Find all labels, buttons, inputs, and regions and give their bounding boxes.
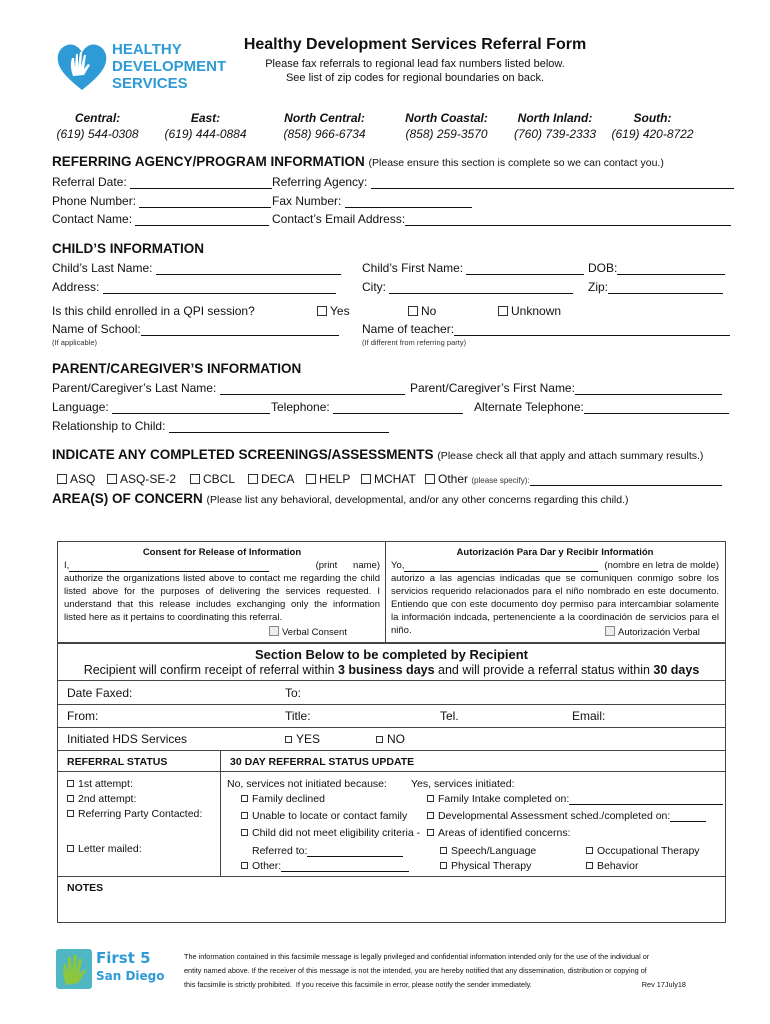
divider: [220, 771, 725, 772]
fax-number-label: Fax Number:: [272, 194, 342, 208]
referral-date-line[interactable]: [130, 177, 272, 189]
checkbox-icon[interactable]: [57, 474, 67, 484]
subtitle-line2: See list of zip codes for regional boundaries on back.: [285, 72, 545, 84]
behavior-label: Behavior: [597, 860, 639, 872]
divider: [58, 704, 725, 705]
disclaimer-line3-row: [184, 978, 712, 992]
telephone-label: Telephone:: [271, 400, 330, 414]
screening-asq[interactable]: [57, 472, 95, 486]
divider: [58, 876, 725, 877]
referral-status-heading: REFERRAL STATUS: [67, 756, 168, 768]
dev-assessment-label: Developmental Assessment sched./completed on:: [438, 810, 671, 822]
checkbox-icon[interactable]: [440, 862, 447, 869]
screening-cbcl[interactable]: [190, 472, 235, 486]
phone-number-field[interactable]: [52, 194, 271, 208]
zip-line[interactable]: [608, 282, 723, 294]
language-field[interactable]: [52, 400, 270, 414]
divider: [58, 771, 220, 772]
initiated-yes-heading: Yes, services initiated:: [411, 778, 515, 790]
heart-hand-icon: [56, 42, 108, 92]
school-name-field[interactable]: [52, 322, 339, 336]
screening-label: CBCL: [203, 472, 236, 486]
logo-line3: SERVICES: [112, 75, 188, 92]
to-label: To:: [285, 686, 302, 700]
qpi-yes-option[interactable]: [317, 304, 350, 318]
letter-mailed-option[interactable]: [67, 843, 142, 855]
referral-date-field[interactable]: [52, 175, 272, 189]
checkbox-icon[interactable]: [67, 845, 74, 852]
divider: [58, 750, 725, 751]
consent-en-i-label: I,: [64, 560, 70, 571]
recipient-sub-a: Recipient will confirm receipt of referral within: [83, 663, 338, 677]
checkbox-icon[interactable]: [361, 474, 371, 484]
alt-telephone-line[interactable]: [584, 402, 729, 414]
checkbox-icon[interactable]: [269, 626, 279, 636]
behavior-option[interactable]: [586, 860, 638, 872]
areas-option[interactable]: [427, 827, 571, 839]
teacher-note: (If different from referring party): [362, 338, 467, 347]
region-name: North Inland:: [517, 111, 593, 125]
screening-deca[interactable]: [248, 472, 294, 486]
recipient-sub-d: 30 days: [653, 663, 700, 677]
areas-label: Areas of identified concerns:: [438, 827, 571, 839]
consent-es-yo-label: Yo,: [391, 560, 405, 571]
child-heading: CHILD’S INFORMATION: [52, 241, 204, 256]
other-label: Other:: [252, 860, 282, 872]
relationship-field[interactable]: [52, 419, 389, 433]
checkbox-icon[interactable]: [440, 847, 447, 854]
divider: [58, 727, 725, 728]
child-address-label: Address:: [52, 280, 100, 294]
qpi-no-option[interactable]: [408, 304, 436, 318]
language-line[interactable]: [112, 402, 270, 414]
referred-to-field[interactable]: [252, 845, 403, 857]
email-label: Email:: [572, 709, 606, 723]
form-title: Healthy Development Services Referral Form: [243, 36, 587, 53]
first5-logo: [56, 945, 166, 993]
region-phone: (619) 544-0308: [56, 127, 139, 141]
region-south: [605, 110, 700, 142]
verbal-autorizacion-option[interactable]: [605, 626, 700, 639]
screenings-heading: [52, 447, 703, 462]
column-divider: [220, 750, 221, 876]
other-specify-note: (please specify):: [471, 476, 530, 485]
speech-option[interactable]: [440, 845, 536, 857]
checkbox-icon[interactable]: [107, 474, 117, 484]
dev-assessment-option[interactable]: [427, 810, 706, 822]
contact-email-label: Contact’s Email Address:: [272, 212, 406, 226]
initiated-hds-label: Initiated HDS Services: [67, 732, 188, 746]
screening-help[interactable]: [306, 472, 350, 486]
disclaimer: [184, 950, 712, 992]
screenings-note: (Please check all that apply and attach summary results.): [437, 450, 704, 462]
child-address-field[interactable]: [52, 280, 336, 294]
region-phone: (619) 420-8722: [611, 127, 694, 141]
tel-label: Tel.: [440, 709, 459, 723]
relationship-line[interactable]: [169, 421, 389, 433]
attempt1-label: 1st attempt:: [78, 778, 133, 790]
parent-last-name-label: Parent/Caregiver’s Last Name:: [52, 381, 217, 395]
dev-assessment-line[interactable]: [670, 812, 706, 822]
recipient-subheading: [58, 663, 725, 677]
checkbox-icon[interactable]: [427, 812, 434, 819]
teacher-name-label: Name of teacher:: [362, 322, 455, 336]
teacher-name-line[interactable]: [454, 324, 730, 336]
checkbox-icon[interactable]: [408, 306, 418, 316]
concern-heading: [52, 491, 629, 506]
child-city-label: City:: [362, 280, 386, 294]
initiated-no-label: NO: [387, 732, 405, 746]
disclaimer-line1: The information contained in this facsimile message is legally privileged and confidential information intended only for the use of the individual or: [184, 952, 650, 961]
consent-en-print-name: (print name): [315, 560, 380, 571]
verbal-autorizacion-label: Autorización Verbal: [618, 627, 700, 638]
region-name: North Coastal:: [405, 111, 488, 125]
dob-label: DOB:: [588, 261, 618, 275]
child-city-line[interactable]: [389, 282, 573, 294]
status-update-heading: 30 DAY REFERRAL STATUS UPDATE: [230, 756, 415, 768]
party-contacted-label: Referring Party Contacted:: [78, 808, 203, 820]
consent-divider: [385, 542, 386, 642]
region-east: [158, 110, 253, 142]
physical-option[interactable]: [440, 860, 531, 872]
checkbox-icon[interactable]: [605, 626, 615, 636]
screening-label: Other: [438, 472, 469, 486]
verbal-consent-option[interactable]: [269, 626, 347, 639]
phone-number-line[interactable]: [139, 196, 271, 208]
consent-spanish: [391, 546, 719, 637]
family-declined-option[interactable]: [241, 793, 325, 805]
parent-last-name-line[interactable]: [220, 383, 405, 395]
consent-es-name-row: [391, 559, 719, 572]
contact-email-field[interactable]: [272, 212, 731, 226]
school-name-label: Name of School:: [52, 322, 141, 336]
date-faxed-label: Date Faxed:: [67, 686, 133, 700]
checkbox-icon[interactable]: [248, 474, 258, 484]
referred-to-label: Referred to:: [252, 845, 308, 857]
initiated-no-option[interactable]: [376, 732, 405, 746]
consent-es-yo: [391, 559, 598, 572]
checkbox-icon[interactable]: [376, 736, 383, 743]
telephone-line[interactable]: [333, 402, 463, 414]
attempt2-option[interactable]: [67, 793, 136, 805]
intake-option[interactable]: [427, 793, 723, 805]
checkbox-icon[interactable]: [317, 306, 327, 316]
consent-es-print-name: (nombre en letra de molde): [604, 560, 719, 571]
checkbox-icon[interactable]: [241, 862, 248, 869]
screening-asq-se-2[interactable]: [107, 472, 176, 486]
recipient-sub-b: 3 business days: [337, 663, 435, 677]
other-line[interactable]: [281, 862, 409, 872]
physical-label: Physical Therapy: [451, 860, 532, 872]
consent-en-i: [64, 559, 269, 572]
screening-label: ASQ: [70, 472, 96, 486]
phone-number-label: Phone Number:: [52, 194, 137, 208]
family-declined-label: Family declined: [252, 793, 325, 805]
region-phone: (858) 966-6734: [283, 127, 366, 141]
checkbox-icon[interactable]: [306, 474, 316, 484]
checkbox-icon[interactable]: [241, 812, 248, 819]
consent-es-name-line[interactable]: [404, 562, 598, 572]
qpi-yes-label: Yes: [330, 304, 350, 318]
region-north-inland: [505, 110, 605, 142]
school-note: (If applicable): [52, 338, 98, 347]
occupational-label: Occupational Therapy: [597, 845, 700, 857]
zip-label: Zip:: [588, 280, 609, 294]
initiated-yes-label: YES: [296, 732, 321, 746]
telephone-field[interactable]: [271, 400, 463, 414]
contact-name-line[interactable]: [135, 214, 269, 226]
checkbox-icon[interactable]: [67, 780, 74, 787]
party-contacted-option[interactable]: [67, 808, 202, 820]
region-phone: (760) 739-2333: [513, 127, 597, 141]
disclaimer-line3: this facsimile is strictly prohibited. If you receive this facsimile in error, please notify the sender immediately.: [184, 980, 532, 989]
referring-agency-label: Referring Agency:: [272, 175, 368, 189]
not-eligible-option[interactable]: [241, 827, 420, 839]
first5-line2: San Diego: [96, 969, 165, 983]
referred-to-line[interactable]: [307, 847, 403, 857]
checkbox-icon[interactable]: [427, 795, 434, 802]
screening-mchat[interactable]: [361, 472, 416, 486]
region-phone: (619) 444-0884: [164, 127, 247, 141]
dob-field[interactable]: [588, 261, 725, 275]
from-label: From:: [67, 709, 99, 723]
attempt1-option[interactable]: [67, 778, 133, 790]
other-field[interactable]: [241, 860, 409, 872]
checkbox-icon[interactable]: [241, 829, 248, 836]
initiated-yes-option[interactable]: [285, 732, 320, 746]
checkbox-icon[interactable]: [586, 862, 593, 869]
form-subtitle: [240, 57, 590, 85]
region-name: North Central:: [284, 111, 365, 125]
language-label: Language:: [52, 400, 109, 414]
teacher-name-field[interactable]: [362, 322, 730, 336]
not-eligible-label: Child did not meet eligibility criteria -: [252, 827, 421, 839]
verbal-consent-label: Verbal Consent: [282, 627, 347, 638]
child-last-name-line[interactable]: [156, 263, 341, 275]
parent-first-name-label: Parent/Caregiver’s First Name:: [410, 381, 575, 395]
region-central: [50, 110, 145, 142]
child-first-name-line[interactable]: [466, 263, 584, 275]
alt-telephone-label: Alternate Telephone:: [474, 400, 584, 414]
consent-es-body: autorizo a las agencias indicadas que se comuniquen conmigo sobre los servicios requerido relacionados para el niño nombrado en este documento. Entiendo que con este documento doy permiso para intercambiar solamente la información indcada, pertenenciente a la coordinación de servicios para el niño.: [391, 573, 719, 636]
consent-en-name-row: [64, 559, 380, 572]
agency-heading-text: REFERRING AGENCY/PROGRAM INFORMATION: [52, 154, 365, 169]
referring-agency-line[interactable]: [371, 177, 734, 189]
parent-first-name-line[interactable]: [575, 383, 722, 395]
hand-print-icon: [56, 949, 92, 989]
qpi-no-label: No: [421, 304, 437, 318]
concern-heading-text: AREA(S) OF CONCERN: [52, 491, 203, 506]
region-name: South:: [633, 111, 672, 125]
recipient-sub-c: and will provide a referral status within: [434, 663, 654, 677]
region-phone: (858) 259-3570: [405, 127, 488, 141]
screening-label: DECA: [261, 472, 295, 486]
referral-date-label: Referral Date:: [52, 175, 127, 189]
consent-es-title: Autorización Para Dar y Recibir Informatión: [456, 547, 654, 558]
logo-line2: DEVELOPMENT: [112, 58, 227, 75]
checkbox-icon[interactable]: [67, 795, 74, 802]
other-specify-line[interactable]: [530, 476, 722, 486]
checkbox-icon[interactable]: [427, 829, 434, 836]
child-city-field[interactable]: [362, 280, 573, 294]
child-address-line[interactable]: [103, 282, 336, 294]
consent-english: [64, 546, 380, 638]
screening-label: HELP: [319, 472, 351, 486]
contact-email-line[interactable]: [405, 214, 731, 226]
fax-number-field[interactable]: [272, 194, 472, 208]
child-last-name-field[interactable]: [52, 261, 341, 275]
zip-field[interactable]: [588, 280, 723, 294]
disclaimer-line2: entity named above. If the receiver of this message is not the intended, you are hereby notified that any dissemination, distribution or copying of: [184, 966, 647, 975]
revision-label: Rev 17July18: [641, 980, 686, 989]
first5-line1: First 5: [96, 949, 151, 967]
alt-telephone-field[interactable]: [474, 400, 729, 414]
region-name: Central:: [74, 111, 121, 125]
concern-note: (Please list any behavioral, developmental, and/or any other concerns regarding this child.): [206, 494, 629, 506]
letter-mailed-label: Letter mailed:: [78, 843, 142, 855]
agency-heading: [52, 154, 664, 169]
screenings-heading-text: INDICATE ANY COMPLETED SCREENINGS/ASSESSMENTS: [52, 447, 434, 462]
child-first-name-field[interactable]: [362, 261, 584, 275]
attempt2-label: 2nd attempt:: [78, 793, 137, 805]
unable-locate-label: Unable to locate or contact family: [252, 810, 408, 822]
checkbox-icon[interactable]: [285, 736, 292, 743]
subtitle-line1: Please fax referrals to regional lead fax numbers listed below.: [265, 58, 565, 70]
parent-first-name-field[interactable]: [410, 381, 722, 395]
parent-last-name-field[interactable]: [52, 381, 405, 395]
title-label: Title:: [285, 709, 311, 723]
referring-agency-field[interactable]: [272, 175, 734, 189]
parent-heading: PARENT/CAREGIVER’S INFORMATION: [52, 361, 302, 376]
not-initiated-label: No, services not initiated because:: [227, 778, 387, 790]
recipient-section: [57, 643, 726, 923]
screening-other[interactable]: [425, 472, 722, 486]
child-last-name-label: Child’s Last Name:: [52, 261, 153, 275]
recipient-heading: Section Below to be completed by Recipient: [254, 647, 529, 662]
screening-label: MCHAT: [374, 472, 416, 486]
intake-line[interactable]: [569, 795, 723, 805]
dob-line[interactable]: [617, 263, 725, 275]
unable-locate-option[interactable]: [241, 810, 407, 822]
logo-line1: HEALTHY: [112, 41, 182, 58]
checkbox-icon[interactable]: [425, 474, 435, 484]
checkbox-icon[interactable]: [67, 810, 74, 817]
region-name: East:: [190, 111, 221, 125]
intake-label: Family Intake completed on:: [438, 793, 570, 805]
relationship-label: Relationship to Child:: [52, 419, 166, 433]
occupational-option[interactable]: [586, 845, 700, 857]
consent-en-body: authorize the organizations listed above to contact me regarding the child listed above for the purposes of delivering the services requested. I understand that this release includes exchanging only the information listed here as it pertains to coordinating this referral.: [64, 573, 380, 623]
notes-heading: NOTES: [67, 882, 104, 894]
fax-number-line[interactable]: [345, 196, 472, 208]
checkbox-icon[interactable]: [241, 795, 248, 802]
consent-en-title: Consent for Release of Information: [142, 547, 302, 558]
screening-label: ASQ-SE-2: [120, 472, 177, 486]
region-north-central: [272, 110, 377, 142]
region-north-coastal: [394, 110, 499, 142]
contact-name-field[interactable]: [52, 212, 269, 226]
divider: [58, 680, 725, 681]
qpi-unknown-option[interactable]: [498, 304, 561, 318]
child-first-name-label: Child’s First Name:: [362, 261, 464, 275]
checkbox-icon[interactable]: [586, 847, 593, 854]
checkbox-icon[interactable]: [190, 474, 200, 484]
hds-logo: [52, 40, 232, 96]
agency-note: (Please ensure this section is complete so we can contact you.): [368, 157, 664, 169]
speech-label: Speech/Language: [451, 845, 537, 857]
consent-en-name-line[interactable]: [69, 562, 269, 572]
consent-box: [57, 541, 726, 643]
school-name-line[interactable]: [141, 324, 339, 336]
qpi-question: Is this child enrolled in a QPI session?: [52, 304, 255, 318]
qpi-unknown-label: Unknown: [511, 304, 562, 318]
checkbox-icon[interactable]: [498, 306, 508, 316]
contact-name-label: Contact Name:: [52, 212, 133, 226]
